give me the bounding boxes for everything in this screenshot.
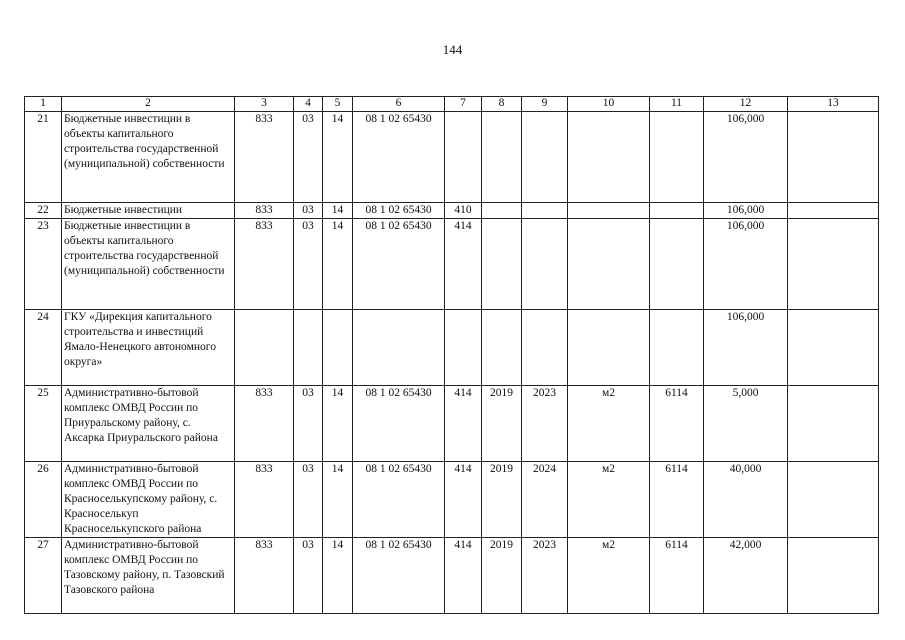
table-cell-c1: 25 (25, 386, 62, 462)
table-cell-c3: 833 (235, 386, 294, 462)
table-cell-c10 (568, 310, 650, 386)
table-cell-c7 (445, 112, 482, 203)
table-cell-c5: 14 (323, 538, 353, 614)
table-cell-c7: 414 (445, 462, 482, 538)
table-row (25, 538, 879, 614)
column-header-2: 2 (62, 97, 235, 112)
table-cell-c9 (522, 310, 568, 386)
table-cell-c12: 40,000 (704, 462, 788, 538)
table-row (25, 310, 879, 386)
table-cell-c9: 2023 (522, 538, 568, 614)
table-cell-c12: 106,000 (704, 219, 788, 310)
table-cell-c1: 26 (25, 462, 62, 538)
table-header-row (25, 97, 879, 112)
table-row (25, 462, 879, 538)
table-cell-c11: 6114 (650, 538, 704, 614)
table-row (25, 219, 879, 310)
table-cell-c7: 414 (445, 538, 482, 614)
table-cell-c2: ГКУ «Дирекция капитального строительства и инвестиций Ямало-Ненецкого автономного округа» (62, 310, 235, 386)
table-cell-c5: 14 (323, 112, 353, 203)
table-cell-c11 (650, 310, 704, 386)
table-cell-c10 (568, 112, 650, 203)
column-header-12: 12 (704, 97, 788, 112)
table-cell-c12: 106,000 (704, 310, 788, 386)
table-cell-c1: 22 (25, 203, 62, 219)
table-cell-c4: 03 (294, 112, 323, 203)
table-row (25, 386, 879, 462)
table-cell-c5: 14 (323, 203, 353, 219)
table-cell-c7: 414 (445, 219, 482, 310)
table-cell-c7 (445, 310, 482, 386)
table-cell-c10: м2 (568, 538, 650, 614)
table-cell-c9 (522, 112, 568, 203)
table-cell-c6: 08 1 02 65430 (353, 538, 445, 614)
column-header-6: 6 (353, 97, 445, 112)
table-body (25, 112, 879, 614)
table-cell-c7: 414 (445, 386, 482, 462)
table-cell-c4: 03 (294, 219, 323, 310)
table-cell-c1: 21 (25, 112, 62, 203)
table-cell-c7: 410 (445, 203, 482, 219)
table-cell-c11: 6114 (650, 386, 704, 462)
table-cell-c11: 6114 (650, 462, 704, 538)
table-cell-c2: Бюджетные инвестиции (62, 203, 235, 219)
table-cell-c4: 03 (294, 386, 323, 462)
table-cell-c5: 14 (323, 219, 353, 310)
table-cell-c9 (522, 219, 568, 310)
column-header-11: 11 (650, 97, 704, 112)
table-cell-c8: 2019 (482, 538, 522, 614)
column-header-4: 4 (294, 97, 323, 112)
table-cell-c9: 2023 (522, 386, 568, 462)
table-cell-c3: 833 (235, 462, 294, 538)
budget-table (24, 96, 879, 614)
table-cell-c5: 14 (323, 462, 353, 538)
table-cell-c3: 833 (235, 112, 294, 203)
table-cell-c6: 08 1 02 65430 (353, 386, 445, 462)
table-cell-c2: Бюджетные инвестиции в объекты капитального строительства государственной (муниципальной) собственности (62, 219, 235, 310)
table-cell-c3 (235, 310, 294, 386)
table-cell-c4: 03 (294, 203, 323, 219)
table-cell-c6: 08 1 02 65430 (353, 462, 445, 538)
table-cell-c10 (568, 203, 650, 219)
column-header-7: 7 (445, 97, 482, 112)
table-cell-c2: Бюджетные инвестиции в объекты капитального строительства государственной (муниципальной) собственности (62, 112, 235, 203)
table-cell-c9: 2024 (522, 462, 568, 538)
page-number: 144 (442, 42, 463, 57)
table-cell-c13 (788, 203, 879, 219)
table-cell-c5 (323, 310, 353, 386)
column-header-8: 8 (482, 97, 522, 112)
table-cell-c13 (788, 310, 879, 386)
table-cell-c13 (788, 112, 879, 203)
table-cell-c4: 03 (294, 462, 323, 538)
column-header-5: 5 (323, 97, 353, 112)
table-cell-c8 (482, 112, 522, 203)
table-cell-c13 (788, 219, 879, 310)
table-cell-c4 (294, 310, 323, 386)
table-cell-c13 (788, 386, 879, 462)
column-header-9: 9 (522, 97, 568, 112)
table-cell-c8 (482, 219, 522, 310)
table-cell-c6 (353, 310, 445, 386)
table-cell-c12: 5,000 (704, 386, 788, 462)
table-cell-c13 (788, 538, 879, 614)
table-cell-c3: 833 (235, 219, 294, 310)
column-header-10: 10 (568, 97, 650, 112)
table-cell-c2: Административно-бытовой комплекс ОМВД России по Тазовскому району, п. Тазовский Тазовского района (62, 538, 235, 614)
table-cell-c2: Административно-бытовой комплекс ОМВД России по Красноселькупскому району, с. Красноселькуп Красноселькупского района (62, 462, 235, 538)
table-cell-c1: 24 (25, 310, 62, 386)
table-cell-c12: 42,000 (704, 538, 788, 614)
table-cell-c2: Административно-бытовой комплекс ОМВД России по Приуральскому району, с. Аксарка Приуральского района (62, 386, 235, 462)
table-cell-c11 (650, 112, 704, 203)
table-row (25, 203, 879, 219)
table-cell-c12: 106,000 (704, 203, 788, 219)
column-header-13: 13 (788, 97, 879, 112)
column-header-3: 3 (235, 97, 294, 112)
table-cell-c6: 08 1 02 65430 (353, 112, 445, 203)
table-cell-c4: 03 (294, 538, 323, 614)
table-cell-c13 (788, 462, 879, 538)
table-cell-c6: 08 1 02 65430 (353, 219, 445, 310)
table-row (25, 112, 879, 203)
table-cell-c8: 2019 (482, 386, 522, 462)
table-cell-c8 (482, 310, 522, 386)
table-cell-c10 (568, 219, 650, 310)
table-cell-c9 (522, 203, 568, 219)
table-cell-c11 (650, 203, 704, 219)
table-cell-c8 (482, 203, 522, 219)
table-cell-c10: м2 (568, 462, 650, 538)
table-cell-c1: 23 (25, 219, 62, 310)
table-cell-c1: 27 (25, 538, 62, 614)
table-cell-c3: 833 (235, 203, 294, 219)
table-cell-c6: 08 1 02 65430 (353, 203, 445, 219)
table-cell-c3: 833 (235, 538, 294, 614)
table-cell-c12: 106,000 (704, 112, 788, 203)
table-cell-c5: 14 (323, 386, 353, 462)
column-header-1: 1 (25, 97, 62, 112)
table-cell-c10: м2 (568, 386, 650, 462)
table-cell-c8: 2019 (482, 462, 522, 538)
table-cell-c11 (650, 219, 704, 310)
